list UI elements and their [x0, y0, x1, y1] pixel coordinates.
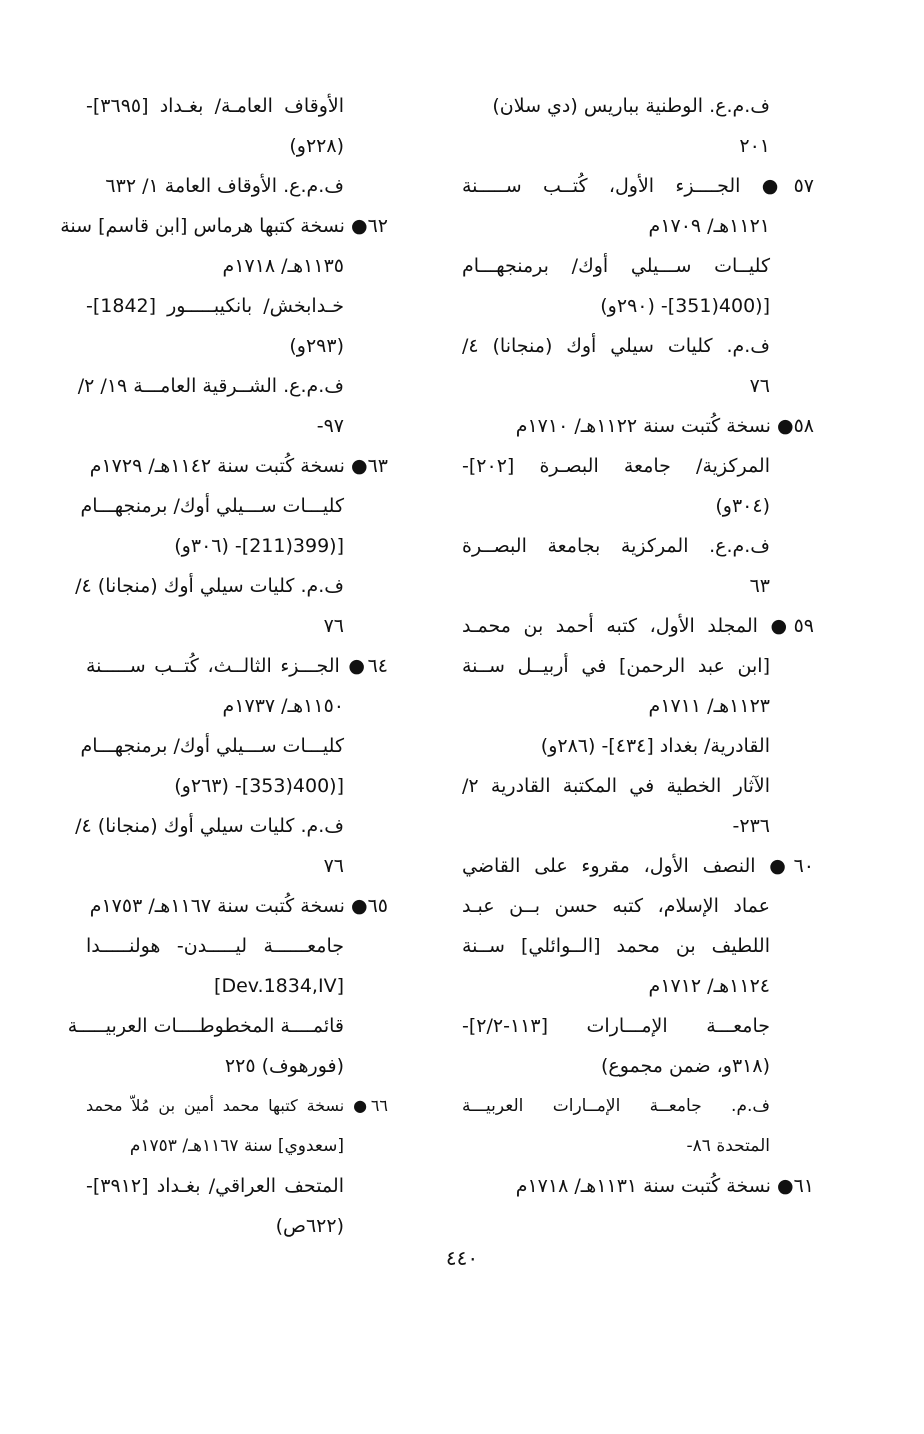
text-line: ١١٣٥هـ/ ١٧١٨م: [222, 255, 344, 277]
text-line: (٦٢٢ص): [275, 1215, 344, 1237]
text-line: ١١٢٣هـ/ ١٧١١م: [648, 695, 770, 717]
page-number: ٤٤٠: [445, 1246, 479, 1270]
text-line: (٣١٨و، ضمن مجموع): [600, 1055, 770, 1077]
text-line: (٢٩٣و): [289, 335, 344, 357]
text-line: القادرية/ بغداد [٤٣٤]- (٢٨٦و): [540, 735, 770, 757]
text-line: ف.م. كليات سيلي أوك (منجانا) ٤/: [462, 335, 770, 357]
text-line: [(400(351]- (٢٩٠و): [600, 295, 770, 317]
text-line: الأوقاف العامـة/ بغـداد [٣٦٩٥]-: [86, 95, 344, 117]
text-line: ٧٦: [323, 615, 344, 637]
text-line: كليـــات ســـيلي أوك/ برمنجهـــام: [80, 495, 344, 517]
text-line: [ابن عبد الرحمن] في أربيــل ســنة: [462, 655, 770, 677]
text-line: ٦٢● نسخة كتبها هرماس [ابن قاسم] سنة: [60, 215, 388, 237]
text-line: كليــات ســـيلي أوك/ برمنجهـــام: [462, 255, 770, 277]
text-line: ٦٠● النصف الأول، مقروء على القاضي: [462, 855, 814, 877]
text-line: [Dev.1834,IV]: [214, 975, 344, 997]
text-line: ٦٣● نسخة كُتبت سنة ١١٤٢هـ/ ١٧٢٩م: [89, 455, 388, 477]
text-line: ف.م. كليات سيلي أوك (منجانا) ٤/: [75, 575, 344, 597]
text-line: [سعدوي] سنة ١١٦٧هـ/ ١٧٥٣م: [129, 1136, 344, 1156]
text-line: قائمــــة المخطوطــــات العربيـــــة: [67, 1015, 344, 1037]
text-line: ف.م.ع. الوطنية بباريس (دي سلان): [492, 95, 770, 117]
text-line: ٥٩● المجلد الأول، كتبه أحمد بن محمـد: [462, 615, 814, 637]
text-line: ف.م. كليات سيلي أوك (منجانا) ٤/: [75, 815, 344, 837]
text-line: المتحدة ٨٦-: [686, 1136, 770, 1156]
text-line: ٦١● نسخة كُتبت سنة ١١٣١هـ/ ١٧١٨م: [515, 1175, 814, 1197]
text-line: [(399(211]- (٣٠٦و): [174, 535, 344, 557]
text-line: ٦٣: [749, 575, 770, 597]
text-line: ٦٦● نسخة كتبها محمد أمين بن مُلاّ محمد: [86, 1096, 388, 1115]
text-line: (فورهوف) ٢٢٥: [224, 1055, 344, 1077]
right-column: [462, 86, 814, 1206]
text-line: جامعـــة الإمـــارات [١١٣-٢/٢]-: [462, 1015, 770, 1037]
text-line: ٦٤● الجـــزء الثالــث، كُتــب ســـــنة: [86, 655, 388, 677]
text-line: ١١٢٤هـ/ ١٧١٢م: [648, 975, 770, 997]
text-line: المتحف العراقي/ بغـداد [٣٩١٢]-: [86, 1175, 344, 1197]
text-line: المركزية/ جامعة البصـرة [٢٠٢]-: [462, 455, 770, 477]
text-line: ١١٢١هـ/ ١٧٠٩م: [648, 215, 770, 237]
text-line: عماد الإسلام، كتبه حسن بــن عبـد: [462, 895, 770, 917]
text-line: ٢٠١: [739, 135, 770, 157]
text-line: (٣٠٤و): [715, 495, 770, 517]
text-line: ٥٧● الجــــزء الأول، كُتــب ســـــنة: [462, 175, 814, 197]
text-line: ٥٨● نسخة كُتبت سنة ١١٢٢هـ/ ١٧١٠م: [515, 415, 814, 437]
left-column: [60, 86, 388, 1246]
text-line: ٩٧-: [316, 415, 344, 437]
text-line: كليـــات ســـيلي أوك/ برمنجهـــام: [80, 735, 344, 757]
text-line: (٢٢٨و): [289, 135, 344, 157]
text-line: ٧٦: [323, 855, 344, 877]
text-line: [(400(353]- (٢٦٣و): [174, 775, 344, 797]
text-line: جامعــــــة ليـــــدن- هولنـــــدا: [86, 935, 344, 957]
text-line: ٧٦: [749, 375, 770, 397]
text-line: ف.م. جامعــة الإمــارات العربيـــة: [462, 1096, 770, 1116]
text-line: ف.م.ع. الشــرقية العامـــة ١٩/ ٢/: [77, 375, 344, 397]
text-line: ف.م.ع. الأوقاف العامة ١/ ٦٣٢: [105, 175, 344, 197]
text-line: الآثار الخطية في المكتبة القادرية ٢/: [462, 775, 770, 797]
text-line: ف.م.ع. المركزية بجامعة البصــرة: [462, 535, 770, 557]
text-line: ١١٥٠هـ/ ١٧٣٧م: [222, 695, 344, 717]
text-line: اللطيف بن محمد [الــوائلي] ســنة: [462, 935, 770, 957]
text-line: ٢٣٦-: [732, 815, 770, 837]
text-line: خـدابخش/ بانكيبـــــور [1842]-: [86, 295, 344, 317]
text-line: ٦٥● نسخة كُتبت سنة ١١٦٧هـ/ ١٧٥٣م: [89, 895, 388, 917]
